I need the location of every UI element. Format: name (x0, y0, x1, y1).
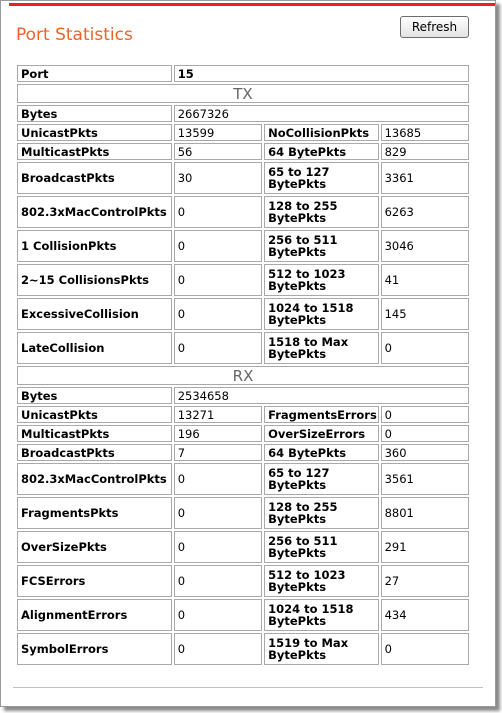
tx-stat-label: 1024 to 1518 BytePkts (264, 298, 379, 330)
table-row (17, 230, 469, 262)
rx-stat-label: UnicastPkts (17, 406, 172, 423)
rx-stat-label: 1519 to Max BytePkts (264, 633, 379, 665)
tx-stat-value: 0 (174, 298, 262, 330)
refresh-button[interactable]: Refresh (400, 16, 469, 38)
tx-stat-label: NoCollisionPkts (264, 124, 379, 141)
tx-stat-value: 829 (381, 143, 469, 160)
rx-bytes-value: 2534658 (174, 387, 469, 404)
rx-stat-value: 0 (174, 599, 262, 631)
table-row (17, 196, 469, 228)
tx-stat-label: UnicastPkts (17, 124, 172, 141)
port-value: 15 (174, 65, 469, 82)
table-row (17, 497, 469, 529)
table-row (17, 599, 469, 631)
rx-stat-label: AlignmentErrors (17, 599, 172, 631)
tx-stat-label: 1518 to Max BytePkts (264, 332, 379, 364)
tx-stat-value: 30 (174, 162, 262, 194)
tx-stat-value: 0 (174, 332, 262, 364)
table-row (17, 633, 469, 665)
rx-stat-label: MulticastPkts (17, 425, 172, 442)
rx-stat-value: 434 (381, 599, 469, 631)
rx-bytes-row (17, 387, 469, 404)
rx-stat-label: 64 BytePkts (264, 444, 379, 461)
rx-stat-label: FCSErrors (17, 565, 172, 597)
rx-stat-label: OverSizeErrors (264, 425, 379, 442)
table-row (17, 463, 469, 495)
rx-stat-value: 0 (174, 531, 262, 563)
tx-stat-value: 3046 (381, 230, 469, 262)
rx-stat-label: 802.3xMacControlPkts (17, 463, 172, 495)
table-row (17, 298, 469, 330)
tx-stat-value: 145 (381, 298, 469, 330)
rx-stat-label: 512 to 1023 BytePkts (264, 565, 379, 597)
tx-stat-label: 802.3xMacControlPkts (17, 196, 172, 228)
tx-section-header (17, 84, 469, 103)
tx-bytes-label: Bytes (17, 105, 172, 122)
rx-stat-value: 0 (174, 463, 262, 495)
rx-section-header (17, 366, 469, 385)
table-row (17, 162, 469, 194)
tx-stat-label: 64 BytePkts (264, 143, 379, 160)
tx-stat-label: 65 to 127 BytePkts (264, 162, 379, 194)
table-row (17, 406, 469, 423)
tx-stat-label: 1 CollisionPkts (17, 230, 172, 262)
rx-stat-label: 128 to 255 BytePkts (264, 497, 379, 529)
tx-stat-label: ExcessiveCollision (17, 298, 172, 330)
port-statistics-table (15, 63, 471, 667)
table-row (17, 143, 469, 160)
tx-bytes-row (17, 105, 469, 122)
rx-stat-value: 13271 (174, 406, 262, 423)
tx-stat-label: LateCollision (17, 332, 172, 364)
rx-stat-label: 256 to 511 BytePkts (264, 531, 379, 563)
tx-stat-value: 6263 (381, 196, 469, 228)
tx-stat-label: 128 to 255 BytePkts (264, 196, 379, 228)
rx-stat-value: 3561 (381, 463, 469, 495)
tx-stat-label: 512 to 1023 BytePkts (264, 264, 379, 296)
tx-stat-label: 256 to 511 BytePkts (264, 230, 379, 262)
tx-stat-value: 56 (174, 143, 262, 160)
table-row (17, 444, 469, 461)
table-row (17, 124, 469, 141)
tx-stat-value: 13685 (381, 124, 469, 141)
tx-bytes-value: 2667326 (174, 105, 469, 122)
table-row (17, 531, 469, 563)
tx-stat-value: 0 (174, 196, 262, 228)
tx-title: TX (17, 84, 469, 103)
page-title: Port Statistics (16, 25, 133, 45)
rx-stat-label: 65 to 127 BytePkts (264, 463, 379, 495)
bottom-divider (13, 687, 483, 688)
tx-stat-value: 41 (381, 264, 469, 296)
tx-stat-value: 0 (174, 264, 262, 296)
rx-stat-value: 0 (381, 406, 469, 423)
table-row (17, 425, 469, 442)
tx-stat-value: 0 (381, 332, 469, 364)
rx-stat-label: OverSizePkts (17, 531, 172, 563)
tx-stat-label: 2~15 CollisionsPkts (17, 264, 172, 296)
rx-stat-value: 0 (381, 633, 469, 665)
rx-stat-value: 360 (381, 444, 469, 461)
tx-stat-label: MulticastPkts (17, 143, 172, 160)
rx-stat-label: 1024 to 1518 BytePkts (264, 599, 379, 631)
tx-stat-label: BroadcastPkts (17, 162, 172, 194)
rx-stat-value: 8801 (381, 497, 469, 529)
rx-stat-label: SymbolErrors (17, 633, 172, 665)
rx-stat-value: 196 (174, 425, 262, 442)
table-row (17, 332, 469, 364)
rx-stat-label: FragmentsPkts (17, 497, 172, 529)
rx-stat-value: 7 (174, 444, 262, 461)
port-label: Port (17, 65, 172, 82)
rx-title: RX (17, 366, 469, 385)
rx-stat-value: 0 (174, 633, 262, 665)
rx-stat-value: 0 (381, 425, 469, 442)
top-accent-bar (9, 3, 495, 6)
rx-stat-label: FragmentsErrors (264, 406, 379, 423)
table-row (17, 264, 469, 296)
port-row (17, 65, 469, 82)
rx-stat-value: 0 (174, 565, 262, 597)
rx-stat-value: 27 (381, 565, 469, 597)
rx-stat-label: BroadcastPkts (17, 444, 172, 461)
rx-stat-value: 0 (174, 497, 262, 529)
tx-stat-value: 13599 (174, 124, 262, 141)
tx-stat-value: 3361 (381, 162, 469, 194)
tx-stat-value: 0 (174, 230, 262, 262)
rx-stat-value: 291 (381, 531, 469, 563)
rx-bytes-label: Bytes (17, 387, 172, 404)
table-row (17, 565, 469, 597)
